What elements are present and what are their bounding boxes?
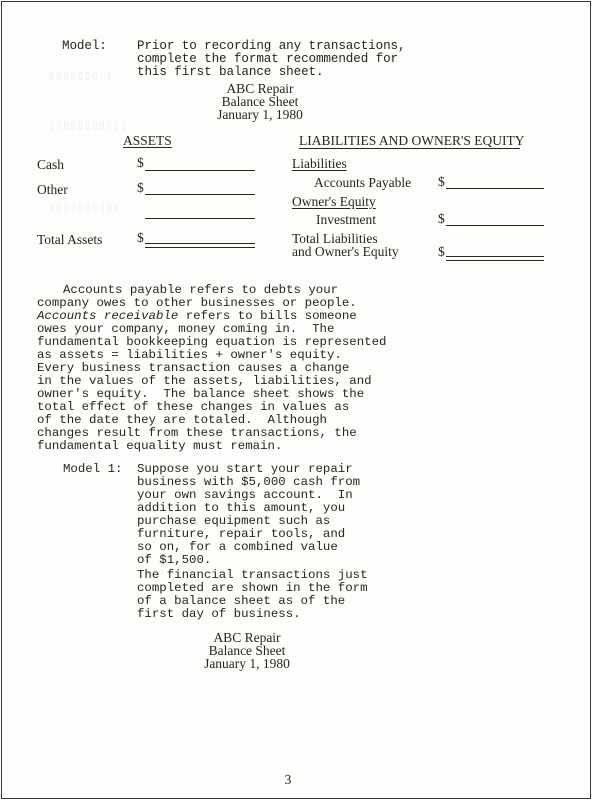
- body-line: owner's equity. The balance sheet shows the: [37, 387, 365, 401]
- model1-line: your own savings account. In: [137, 488, 353, 502]
- accounts-payable-label: Accounts Payable: [314, 175, 412, 190]
- investment-label: Investment: [316, 212, 376, 227]
- sheet-date: January 1, 1980: [204, 656, 290, 671]
- model1-line: purchase equipment such as: [137, 514, 331, 528]
- body-line: Accounts payable refers to debts your: [63, 283, 339, 297]
- model1-line: addition to this amount, you: [137, 501, 346, 515]
- owners-equity-subheading: Owner's Equity: [292, 194, 376, 209]
- page-number: 3: [284, 772, 292, 787]
- other-label: Other: [37, 182, 68, 197]
- dollar-sign: $: [137, 180, 144, 195]
- bleed-through-text: ▯▯▯▯▯▯▯▯▯▯▯: [48, 119, 128, 133]
- total-liabilities-equity-blank[interactable]: [446, 256, 544, 261]
- model1-line: completed are shown in the form: [137, 581, 368, 595]
- cash-blank[interactable]: [145, 170, 255, 171]
- bleed-through-text: ▯▯▯▯▯▯▯▯▯▯: [48, 201, 121, 215]
- dollar-sign: $: [438, 211, 445, 226]
- body-line: company owes to other businesses or people.: [37, 296, 357, 310]
- total-assets-label: Total Assets: [37, 232, 103, 247]
- model1-line: The financial transactions just: [137, 568, 368, 582]
- model1-line: business with $5,000 cash from: [137, 475, 361, 489]
- dollar-sign: $: [137, 230, 144, 245]
- model-text-line: complete the format recommended for: [137, 52, 399, 66]
- dollar-sign: $: [438, 174, 445, 189]
- model-text-line: this first balance sheet.: [137, 65, 324, 79]
- body-line: [37, 310, 357, 323]
- total-assets-blank[interactable]: [145, 243, 255, 248]
- sheet-title: Balance Sheet: [221, 94, 299, 109]
- model1-line: of a balance sheet as of the: [137, 594, 346, 608]
- body-line: fundamental bookkeeping equation is represented: [37, 335, 387, 349]
- total-liabilities-label: and Owner's Equity: [292, 244, 399, 259]
- cash-label: Cash: [37, 157, 64, 172]
- body-line: Every business transaction causes a change: [37, 361, 350, 375]
- model-text-line: Prior to recording any transactions,: [137, 39, 406, 53]
- liabilities-subheading: Liabilities: [292, 156, 347, 171]
- bleed-through-text: ▯▯▯▯▯▯▯ ▯: [48, 69, 113, 83]
- model1-label: Model 1:: [63, 462, 123, 476]
- sheet-date: January 1, 1980: [217, 107, 303, 122]
- investment-blank[interactable]: [446, 225, 544, 226]
- company-name: ABC Repair: [226, 81, 294, 96]
- body-line: in the values of the assets, liabilities, and: [37, 374, 372, 388]
- subtotal-blank[interactable]: [145, 218, 255, 219]
- body-line: changes result from these transactions, the: [37, 426, 357, 440]
- model-label: Model:: [62, 39, 107, 53]
- dollar-sign: $: [137, 155, 144, 170]
- accounts-payable-blank[interactable]: [446, 188, 544, 189]
- accounts-receivable-term: Accounts receivable: [37, 309, 179, 323]
- body-line: owes your company, money coming in. The: [37, 322, 335, 336]
- liabilities-equity-heading: LIABILITIES AND OWNER'S EQUITY: [299, 133, 525, 148]
- model1-line: of $1,500.: [137, 553, 212, 567]
- model1-line: furniture, repair tools, and: [137, 527, 346, 541]
- body-text: refers to bills someone: [178, 309, 357, 323]
- body-line: of the date they are totaled. Although: [37, 413, 327, 427]
- model1-line: Suppose you start your repair: [137, 462, 353, 476]
- body-line: as assets = liabilities + owner's equity.: [37, 348, 342, 362]
- sheet-title: Balance Sheet: [208, 643, 286, 658]
- dollar-sign: $: [438, 244, 445, 259]
- total-liabilities-label: Total Liabilities: [292, 231, 378, 246]
- model1-line: first day of business.: [137, 607, 301, 621]
- heading-underline: [299, 148, 520, 149]
- body-line: total effect of these changes in values as: [37, 400, 350, 414]
- model1-line: so on, for a combined value: [137, 540, 338, 554]
- other-blank[interactable]: [145, 194, 255, 195]
- assets-heading: ASSETS: [123, 133, 172, 148]
- company-name: ABC Repair: [213, 630, 281, 645]
- body-line: fundamental equality must remain.: [37, 439, 283, 453]
